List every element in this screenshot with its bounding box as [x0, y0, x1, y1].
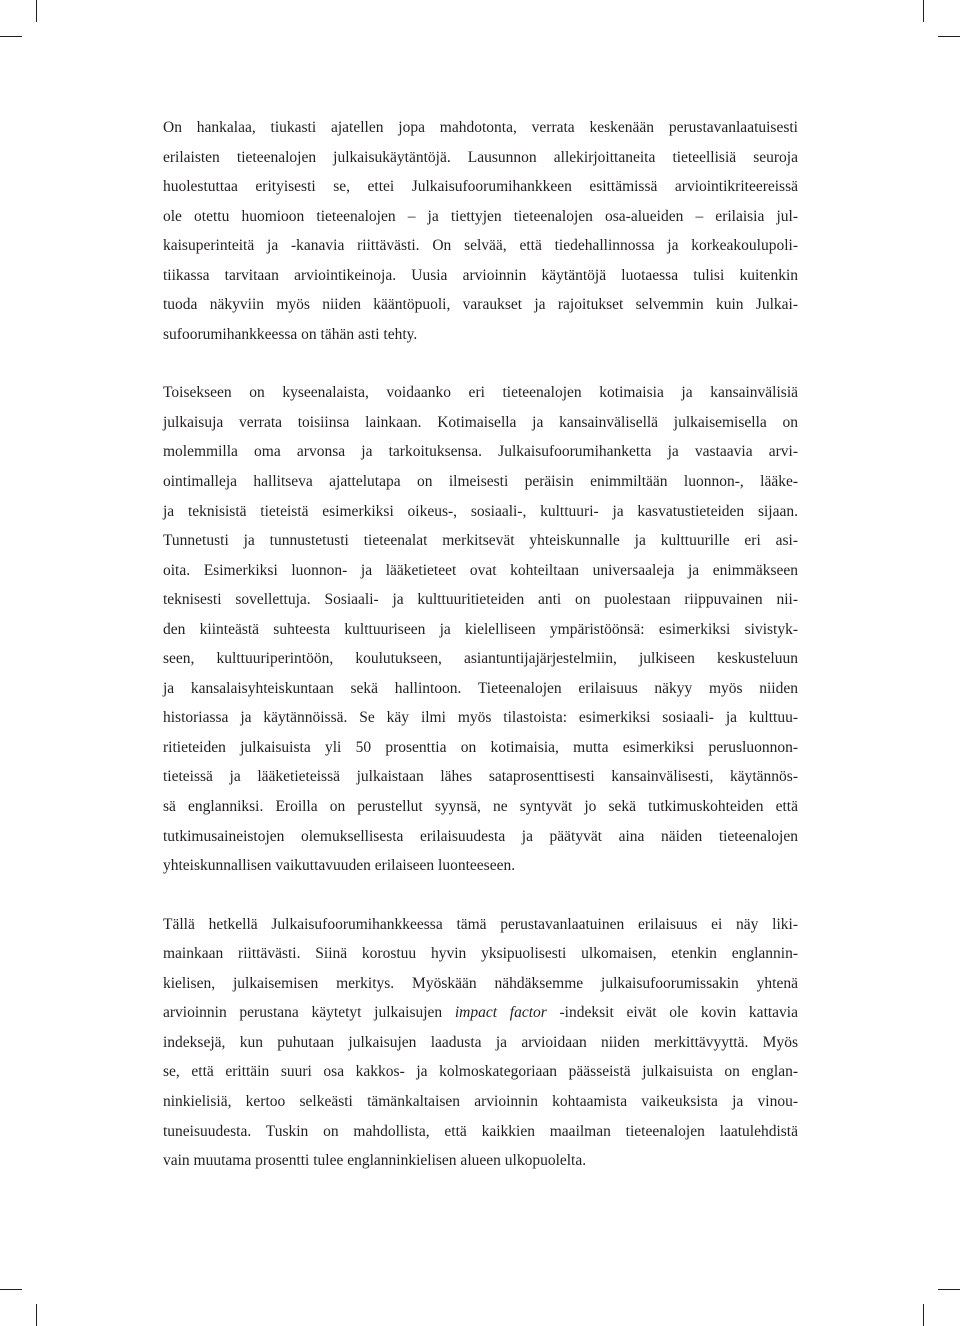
text-line: ole otettu huomioon tieteenalojen – ja tiettyjen tieteenalojen osa-alueiden – erilaisia jul- — [163, 207, 798, 225]
text-line: ritieteiden julkaisuista yli 50 prosenttia on kotimaisia, mutta esimerkiksi perusluonnon- — [163, 738, 798, 756]
text-line: tutkimusaineistojen olemuksellisesta erilaisuudesta ja päätyvät aina näiden tieteenalojen — [163, 827, 798, 845]
crop-mark-bottom-left — [36, 1304, 37, 1326]
page-text-body — [163, 113, 798, 1176]
text-line: julkaisuja verrata toisiinsa lainkaan. Kotimaisella ja kansainvälisellä julkaisemisella on — [163, 413, 798, 431]
text-line: sufoorumihankkeessa on tähän asti tehty. — [163, 325, 418, 343]
text-line: mainkaan riittävästi. Siinä korostuu hyvin yksipuolisesti ulkomaisen, etenkin englannin- — [163, 945, 798, 963]
crop-mark-top-right-h — [938, 36, 960, 37]
text-line: tieteissä ja lääketieteissä julkaistaan lähes sataprosenttisesti kansainvälisesti, käytännös- — [163, 768, 798, 786]
paragraph-3 — [163, 910, 798, 1176]
text-line: erilaisten tieteenalojen julkaisukäytäntöjä. Lausunnon allekirjoittaneita tieteellisiä seuroja — [163, 148, 798, 166]
text-line: den kiinteästä suhteesta kulttuuriseen ja kielelliseen ympäristöönsä: esimerkiksi sivistyk- — [163, 620, 798, 638]
crop-mark-bottom-right-h — [938, 1289, 960, 1290]
paragraph-1 — [163, 113, 798, 349]
text-line: Toisekseen on kyseenalaista, voidaanko eri tieteenalojen kotimaisia ja kansainvälisiä — [163, 384, 798, 402]
text-line: kielisen, julkaisemisen merkitys. Myöskään nähdäksemme julkaisufoorumissakin yhtenä — [163, 974, 798, 992]
text-line: teknisesti sovellettuja. Sosiaali- ja kulttuuritieteiden anti on puolestaan riippuvainen nii- — [163, 591, 798, 609]
crop-mark-bottom-left-h — [0, 1289, 22, 1290]
text-line: ointimalleja hallitseva ajattelutapa on ilmeisesti peräisin enimmiltään luonnon-, lääke- — [163, 473, 798, 491]
text-line: oita. Esimerkiksi luonnon- ja lääketieteet ovat kohteiltaan universaaleja ja enimmäkseen — [163, 561, 798, 579]
text-line: arvioinnin perustana käytetyt julkaisujen impact factor -indeksit eivät ole kovin kattavia — [163, 1004, 798, 1022]
text-line: molemmilla oma arvonsa ja tarkoituksensa. Julkaisufoorumihanketta ja vastaavia arvi- — [163, 443, 798, 461]
text-line: tuoda näkyviin myös niiden kääntöpuoli, varaukset ja rajoitukset selvemmin kuin Julkai- — [163, 296, 798, 314]
crop-mark-top-right — [923, 0, 924, 22]
text-line: kaisuperinteitä ja -kanavia riittävästi. On selvää, että tiedehallinnossa ja korkeakoulupoli- — [163, 237, 798, 255]
text-line: sä englanniksi. Eroilla on perustellut syynsä, ne syntyvät jo sekä tutkimuskohteiden että — [163, 798, 798, 816]
text-line: ja kansalaisyhteiskuntaan sekä hallintoon. Tieteenalojen erilaisuus näkyy myös niiden — [163, 679, 798, 697]
text-line: Tunnetusti ja tunnustetusti tieteenalat merkitsevät yhteiskunnalle ja kulttuurille eri asi- — [163, 532, 798, 550]
text-line: vain muutama prosentti tulee englanninkielisen alueen ulkopuolelta. — [163, 1152, 587, 1170]
crop-mark-top-left-h — [0, 36, 22, 37]
text-line: se, että erittäin suuri osa kakkos- ja kolmoskategoriaan päässeistä julkaisuista on englan- — [163, 1063, 798, 1081]
crop-mark-top-left — [36, 0, 37, 22]
text-line: historiassa ja käytännöissä. Se käy ilmi myös tilastoista: esimerkiksi sosiaali- ja kulttuu- — [163, 709, 798, 727]
crop-mark-bottom-right — [923, 1304, 924, 1326]
text-line: Tällä hetkellä Julkaisufoorumihankkeessa tämä perustavanlaatuinen erilaisuus ei näy liki- — [163, 915, 798, 933]
text-line: indeksejä, kun puhutaan julkaisujen laadusta ja arvioidaan niiden merkittävyyttä. Myös — [163, 1033, 798, 1051]
paragraph-2 — [163, 378, 798, 880]
text-line: huolestuttaa erityisesti se, ettei Julkaisufoorumihankkeen esittämissä arviointikriteereissä — [163, 178, 798, 196]
text-line: yhteiskunnallisen vaikuttavuuden erilaiseen luonteeseen. — [163, 857, 516, 875]
text-line: tuneisuudesta. Tuskin on mahdollista, että kaikkien maailman tieteenalojen laatulehdistä — [163, 1122, 798, 1140]
text-line: seen, kulttuuriperintöön, koulutukseen, asiantuntijajärjestelmiin, julkiseen keskusteluun — [163, 650, 798, 668]
text-line: ninkielisiä, kertoo selkeästi tämänkaltaisen arvioinnin kohtaamista vaikeuksista ja vinou- — [163, 1092, 798, 1110]
text-line: ja teknisistä tieteistä esimerkiksi oikeus-, sosiaali-, kulttuuri- ja kasvatustieteiden sijaan. — [163, 502, 798, 520]
text-line: tiikassa tarvitaan arviointikeinoja. Uusia arvioinnin käytäntöjä luotaessa tulisi kuitenkin — [163, 266, 798, 284]
text-line: On hankalaa, tiukasti ajatellen jopa mahdotonta, verrata keskenään perustavanlaatuisesti — [163, 119, 798, 136]
